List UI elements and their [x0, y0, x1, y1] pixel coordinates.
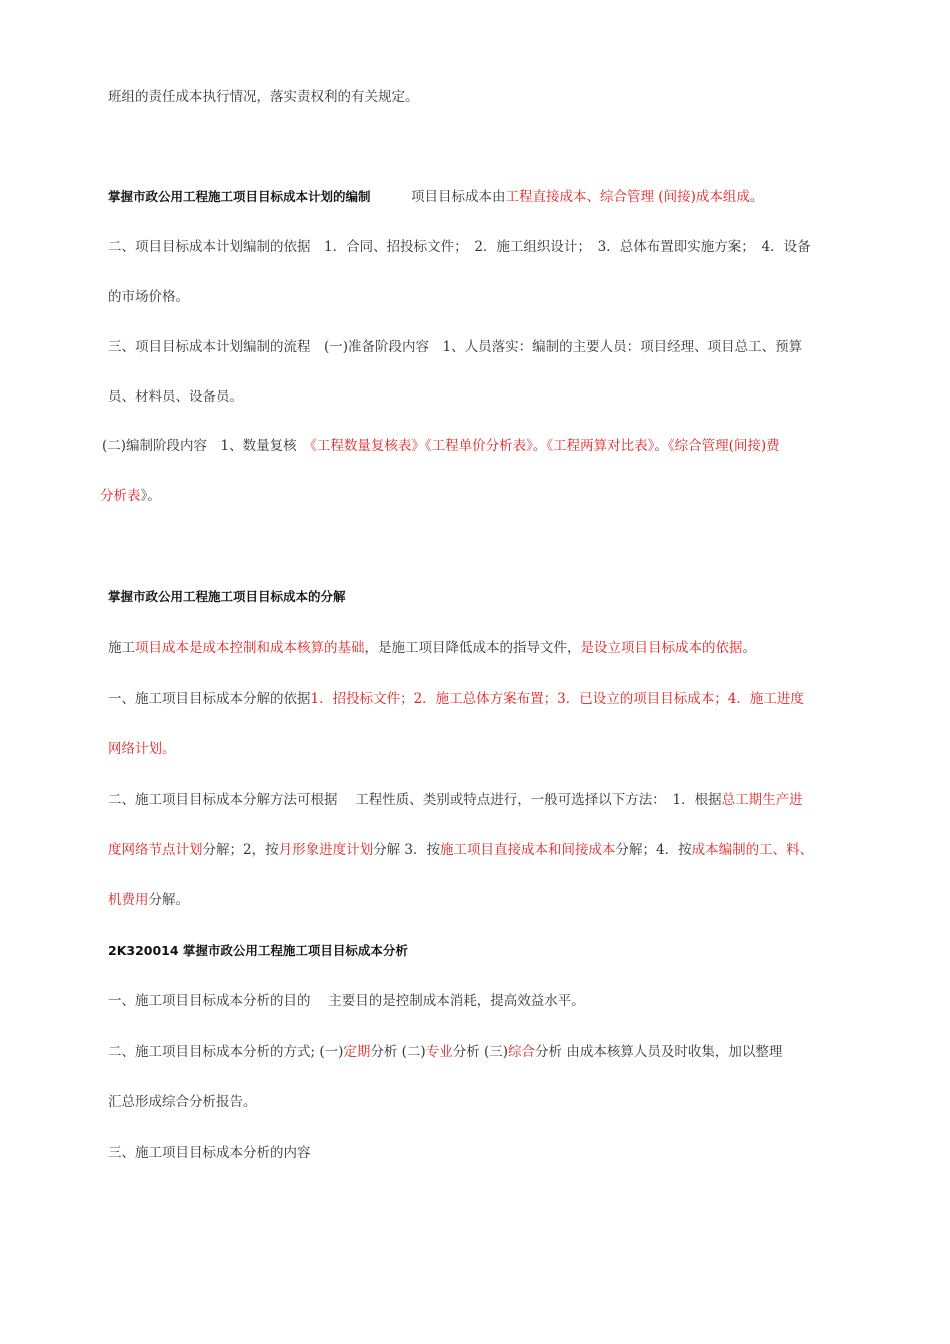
text-segment: 。: [532, 438, 547, 454]
text-line: [108, 187, 763, 207]
text-line: [108, 890, 189, 910]
text-line: [108, 1092, 257, 1112]
text-segment: 分解。: [148, 892, 189, 908]
highlighted-text: 分析表: [100, 488, 141, 504]
text-line: [108, 689, 804, 709]
text-segment: 分解；4．按: [615, 842, 692, 858]
text-segment: 二、施工项目目标成本分解方法可根据 工程性质、类别或特点进行，一般可选择以下方法： 1．根据: [108, 792, 722, 808]
highlighted-text: 成本编制的工、料、: [691, 842, 814, 858]
text-line: [108, 638, 756, 658]
highlighted-text: 《工程数量复核表》《工程单价分析表》: [310, 438, 533, 454]
text-line: [108, 840, 813, 860]
text-segment: 班组的责任成本执行情况，落实责权利的有关规定。: [108, 89, 419, 105]
highlighted-text: 项目成本是成本控制和成本核算的基础: [135, 640, 365, 656]
highlighted-text: 机费用: [108, 892, 149, 908]
highlighted-text: 1．招投标文件；2．施工总体方案布置；3．已设立的项目目标成本；4．施工进度: [310, 691, 804, 707]
text-line: [108, 739, 176, 759]
text-line: [108, 237, 811, 257]
highlighted-text: 工程直接成本、综合管理 (间接)成本组成: [505, 189, 750, 205]
highlighted-text: 《综合管理(间接)费: [667, 438, 780, 454]
highlighted-text: 网络计划。: [108, 741, 176, 757]
text-line: [108, 387, 243, 407]
text-line: [108, 87, 419, 107]
section-heading: [108, 587, 346, 607]
text-segment: 分析 (二): [370, 1044, 426, 1060]
highlighted-text: 度网络节点计划: [108, 842, 203, 858]
text-segment: 施工: [108, 640, 135, 656]
text-segment: 二、项目目标成本计划编制的依据 1．合同、招投标文件； 2．施工组织设计； 3．总体布置即实施方案； 4．设备: [108, 239, 811, 255]
text-segment: (二)编制阶段内容 1、数量复核: [102, 438, 311, 454]
text-segment: 分解；2，按: [202, 842, 279, 858]
text-segment: 。: [654, 438, 668, 454]
text-segment: 二、施工项目目标成本分析的方式; (一): [108, 1044, 344, 1060]
text-line: [108, 991, 585, 1011]
highlighted-text: 综合: [508, 1044, 536, 1060]
text-segment: 掌握市政公用工程施工项目目标成本计划的编制: [108, 189, 371, 204]
text-line: [100, 486, 161, 506]
text-segment: 分析 由成本核算人员及时收集，加以整理: [535, 1044, 783, 1060]
text-line: [108, 287, 189, 307]
highlighted-text: 是设立项目目标成本的依据: [580, 640, 743, 656]
text-line: [108, 790, 803, 810]
highlighted-text: 施工项目直接成本和间接成本: [439, 842, 616, 858]
text-segment: 一、施工项目目标成本分解的依据: [108, 691, 311, 707]
section-heading: [108, 941, 408, 961]
text-segment: 。: [742, 640, 756, 656]
text-segment: 三、项目目标成本计划编制的流程 (一)准备阶段内容 1、人员落实：编制的主要人员：项目经理、项目总工、预算: [108, 339, 803, 355]
text-segment: 一、施工项目目标成本分析的目的 主要目的是控制成本消耗，提高效益水平。: [108, 993, 585, 1009]
text-line: [108, 1143, 311, 1163]
text-line: [108, 337, 802, 357]
text-segment: 项目目标成本由: [370, 189, 506, 205]
text-segment: 的市场价格。: [108, 289, 189, 305]
text-segment: 2K320014 掌握市政公用工程施工项目目标成本分析: [108, 943, 408, 958]
text-segment: 。: [749, 189, 764, 205]
highlighted-text: 定期: [343, 1044, 371, 1060]
highlighted-text: 总工期生产进: [721, 792, 803, 808]
highlighted-text: 《工程两算对比表》: [546, 438, 655, 454]
text-segment: 汇总形成综合分析报告。: [108, 1094, 257, 1110]
highlighted-text: 月形象进度计划: [278, 842, 374, 858]
text-segment: 三、施工项目目标成本分析的内容: [108, 1145, 311, 1161]
text-segment: 员、材料员、设备员。: [108, 389, 243, 405]
text-segment: 》。: [140, 488, 161, 504]
highlighted-text: 专业: [425, 1044, 453, 1060]
text-line: [102, 436, 780, 456]
text-line: [108, 1042, 782, 1062]
text-segment: 分解 3．按: [373, 842, 440, 858]
text-segment: ，是施工项目降低成本的指导文件，: [364, 640, 581, 656]
text-segment: 分析 (三): [452, 1044, 509, 1060]
text-segment: 掌握市政公用工程施工项目目标成本的分解: [108, 589, 346, 604]
